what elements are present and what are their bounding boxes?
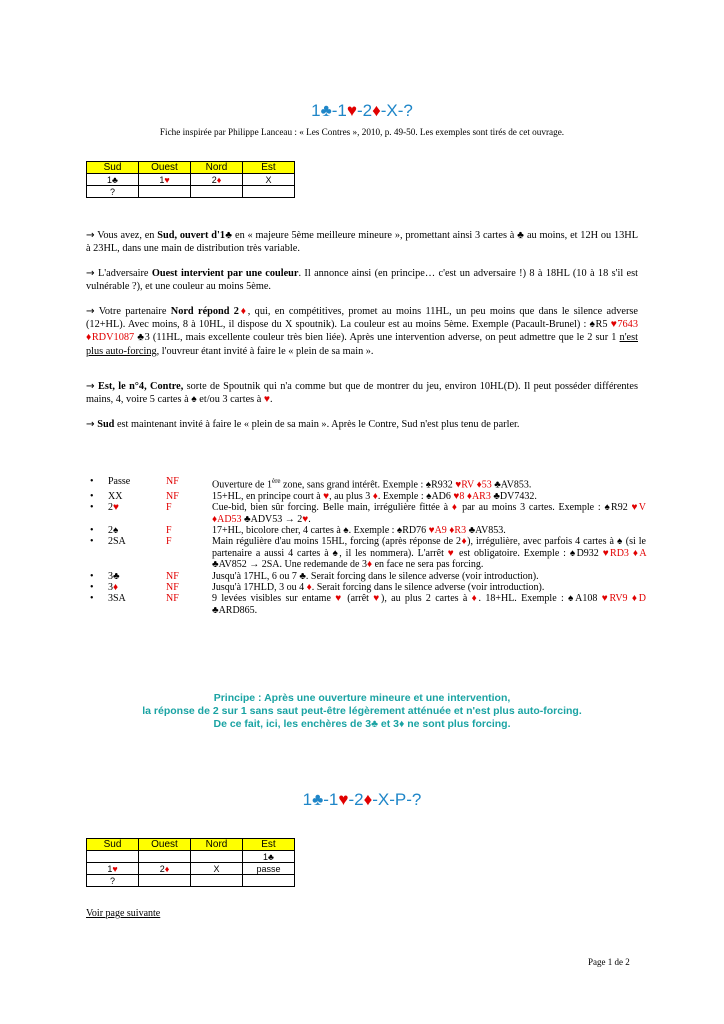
bid-forcing-flag: NF — [166, 570, 179, 582]
bid-option — [86, 491, 646, 502]
bid-option — [86, 582, 646, 593]
principle-box — [0, 692, 724, 731]
paragraph-5: → Sud est maintenant invité à faire le « plein de sa main ». Après le Contre, Sud n'est plus tenu de parler. — [86, 418, 520, 430]
bid-description: Ouverture de 1ère zone, sans grand intérêt. Exemple : ♠R932 ♥RV ♦53 ♣AV853. — [212, 477, 532, 491]
table-row — [87, 186, 295, 198]
table-row — [87, 875, 295, 887]
bid-description: 15+HL, en principe court à ♥, au plus 3 ♦. Exemple : ♠AD6 ♥8 ♦AR3 ♣DV7432. — [212, 490, 537, 502]
bullet-icon: • — [90, 570, 94, 582]
bid-forcing-flag: NF — [166, 476, 179, 487]
title-auction-2: 1♣-1♥-2♦-X-P-? — [302, 790, 422, 809]
see-next-page-link[interactable]: Voir page suivante — [86, 908, 161, 919]
bid-option — [86, 476, 646, 491]
principle-line: De ce fait, ici, les enchères de 3♣ et 3♦ ne sont plus forcing. — [213, 718, 511, 730]
bullet-icon: • — [90, 593, 94, 605]
bullet-icon: • — [90, 536, 94, 548]
bid-description: 17+HL, bicolore cher, 4 cartes à ♠. Exemple : ♠RD76 ♥A9 ♦R3 ♣AV853. — [212, 524, 506, 536]
auction-table-2 — [86, 838, 295, 887]
bid-option — [86, 571, 646, 582]
bid-description: Main régulière d'au moins 15HL, forcing (après réponse de 2♦), irrégulière, avec parfois 4 cartes à ♠ (si le partenaire a aussi 4 cartes à ♠, il les nommera). L'arrêt ♥ est obligatoire. Exemple : ♠D932 ♥RD3 ♦A ♣AV852 → 2SA. Une redemande de 3♦ en face ne sera pas forcing. — [212, 536, 647, 571]
bid-option — [86, 525, 646, 536]
bid-option — [86, 593, 646, 616]
bullet-icon: • — [90, 524, 94, 536]
title-auction-1: 1♣-1♥-2♦-X-? — [311, 101, 413, 120]
bid-code: XX — [108, 490, 123, 502]
principle-line: la réponse de 2 sur 1 sans saut peut-être légèrement atténuée et n'est plus auto-forcing. — [142, 705, 582, 717]
table-cell — [243, 875, 295, 887]
bid-description: Jusqu'à 17HLD, 3 ou 4 ♦. Serait forcing dans le silence adverse (voir introduction). — [212, 581, 545, 593]
table-cell — [243, 186, 295, 198]
table-cell: 2♦ — [139, 863, 191, 875]
table-cell — [87, 851, 139, 863]
table-cell: X — [243, 174, 295, 186]
table-cell: X — [191, 863, 243, 875]
table-cell — [139, 875, 191, 887]
paragraph-2: → L'adversaire Ouest intervient par une couleur. Il annonce ainsi (en principe… c'est un adversaire !) 8 à 18HL (10 à 18 s'il est vulnérable ?), et une couleur au moins 5ème. — [86, 267, 638, 293]
bid-forcing-flag: F — [166, 524, 172, 536]
bid-options-list — [86, 476, 646, 616]
bid-option — [86, 536, 646, 570]
table-cell: ? — [87, 875, 139, 887]
table-header-ouest: Ouest — [139, 162, 191, 174]
bid-code: 2♠ — [108, 524, 119, 536]
paragraph-1: → Vous avez, en Sud, ouvert d'1♣ en « majeure 5ème meilleure mineure », promettant ainsi 3 cartes à ♣ au moins, et 12H ou 13HL à 23HL, dans une main de distribution très variable. — [86, 229, 638, 255]
bid-forcing-flag: NF — [166, 593, 179, 605]
principle-line: Principe : Après une ouverture mineure et une intervention, — [213, 692, 511, 704]
table-header-nord: Nord — [191, 162, 243, 174]
table-header-nord: Nord — [191, 839, 243, 851]
source-note: Fiche inspirée par Philippe Lanceau : « Les Contres », 2010, p. 49-50. Les exemples sont tirés de cet ouvrage. — [159, 127, 565, 137]
bullet-icon: • — [90, 502, 94, 514]
bid-forcing-flag: F — [166, 536, 172, 548]
table-cell — [139, 186, 191, 198]
bid-option — [86, 502, 646, 525]
bid-code: 2SA — [108, 536, 126, 548]
table-cell: 2♦ — [191, 174, 243, 186]
bid-code: Passe — [108, 476, 131, 487]
page-number: Page 1 de 2 — [588, 957, 630, 967]
bid-description: 9 levées visibles sur entame ♥ (arrêt ♥), au plus 2 cartes à ♦. 18+HL. Exemple : ♠A108 ♥RV9 ♦D ♣ARD865. — [212, 593, 647, 616]
bid-forcing-flag: F — [166, 502, 172, 514]
table-cell — [191, 186, 243, 198]
table-cell — [139, 851, 191, 863]
bid-description: Jusqu'à 17HL, 6 ou 7 ♣. Serait forcing dans le silence adverse (voir introduction). — [212, 570, 539, 582]
paragraph-3: → Votre partenaire Nord répond 2♦, qui, en compétitives, promet au moins 11HL, un peu moins que dans le silence adverse (12+HL). Avec moins, 8 à 10HL, il dispose du X spoutnik). La couleur est au moins 5ème. Exemple (Pacault-Brunel) : ♠R5 ♥7643 ♦RDV1087 ♣3 (11HL, mais excellente couleur très bien liée). Après une intervention adverse, on peut admettre que le 2 sur 1 n'est plus auto-forcing, l'ouvreur étant invité à faire le « plein de sa main ». — [86, 305, 638, 357]
table-cell — [191, 875, 243, 887]
table-row — [87, 851, 295, 863]
bid-code: 3SA — [108, 593, 126, 605]
table-header-sud: Sud — [87, 162, 139, 174]
bid-code: 3♦ — [108, 581, 119, 593]
paragraph-4: → Est, le n°4, Contre, sorte de Spoutnik qui n'a comme but que de montrer du jeu, environ 10HL(D). Il peut posséder différentes mains, 4, voire 5 cartes à ♠ et/ou 3 cartes à ♥. — [86, 380, 638, 406]
table-cell: ? — [87, 186, 139, 198]
table-cell: passe — [243, 863, 295, 875]
bullet-icon: • — [90, 581, 94, 593]
table-header-sud: Sud — [87, 839, 139, 851]
table-row — [87, 174, 295, 186]
table-header-est: Est — [243, 162, 295, 174]
table-row — [87, 863, 295, 875]
table-cell: 1♣ — [87, 174, 139, 186]
bid-forcing-flag: NF — [166, 581, 179, 593]
table-header-est: Est — [243, 839, 295, 851]
table-cell: 1♥ — [87, 863, 139, 875]
bid-code: 2♥ — [108, 502, 119, 514]
table-cell: 1♣ — [243, 851, 295, 863]
table-cell — [191, 851, 243, 863]
table-cell: 1♥ — [139, 174, 191, 186]
bid-code: 3♣ — [108, 570, 120, 582]
bullet-icon: • — [90, 476, 94, 487]
bid-forcing-flag: NF — [166, 490, 179, 502]
bid-description: Cue-bid, bien sûr forcing. Belle main, irrégulière fittée à ♦ par au moins 3 cartes. Exemple : ♠R92 ♥V ♦AD53 ♣ADV53 → 2♥. — [212, 502, 646, 525]
bullet-icon: • — [90, 490, 94, 502]
table-header-ouest: Ouest — [139, 839, 191, 851]
auction-table-1 — [86, 161, 295, 198]
